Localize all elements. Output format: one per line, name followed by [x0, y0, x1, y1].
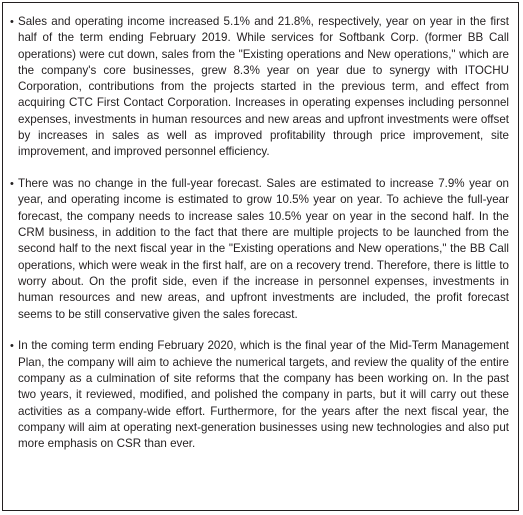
paragraph-text: In the coming term ending February 2020, which is the final year of the Mid-Term Management Plan, the company will aim to achieve the numerical targets, and review the quality of the entire company as a culmination of site reforms that the company has been working on. In the past two years, it reviewed, modified, and polished the company in parts, but it will carry out these activities as a company-wide effort. Furthermore, for the years after the next fiscal year, the company will aim at operating next-generation businesses using new technologies and also put more emphasis on CSR than ever.: [18, 339, 509, 451]
bullet-marker: •: [10, 178, 14, 191]
paragraph-next-term-outlook: [10, 338, 509, 452]
paragraph-text: Sales and operating income increased 5.1% and 21.8%, respectively, year on year in the first half of the term ending February 2019. While services for Softbank Corp. (former BB Call operations) were cut down, sales from the "Existing operations and New operations," which are the company's core businesses, grew 8.3% year on year due to synergy with ITOCHU Corporation, contributions from the projects started in the previous term, and effect from acquiring CTC First Contact Corporation. Increases in operating expenses including personnel expenses, investments in human resources and new areas and upfront investments were offset by increases in sales as well as improved profitability through price improvement, site improvement, and improved personnel efficiency.: [18, 15, 509, 159]
paragraph-first-half-results: [10, 14, 509, 161]
paragraph-text: There was no change in the full-year forecast. Sales are estimated to increase 7.9% year on year, and operating income is estimated to grow 10.5% year on year. To achieve the full-year forecast, the company needs to increase sales 10.5% year on year in the second half. In the CRM business, in addition to the fact that there are multiple projects to be launched from the second half to the next fiscal year in the "Existing operations and New operations," the BB Call operations, which were weak in the first half, are on a recovery trend. Therefore, there is little to worry about. On the profit side, even if the increase in personnel expenses, investments in human resources and new areas, and upfront investments are included, the profit forecast seems to be still conservative given the sales forecast.: [18, 177, 509, 321]
bullet-marker: •: [10, 16, 14, 28]
paragraph-full-year-forecast: [10, 176, 509, 323]
bullet-marker: •: [10, 340, 14, 353]
commentary-box: [2, 2, 519, 511]
